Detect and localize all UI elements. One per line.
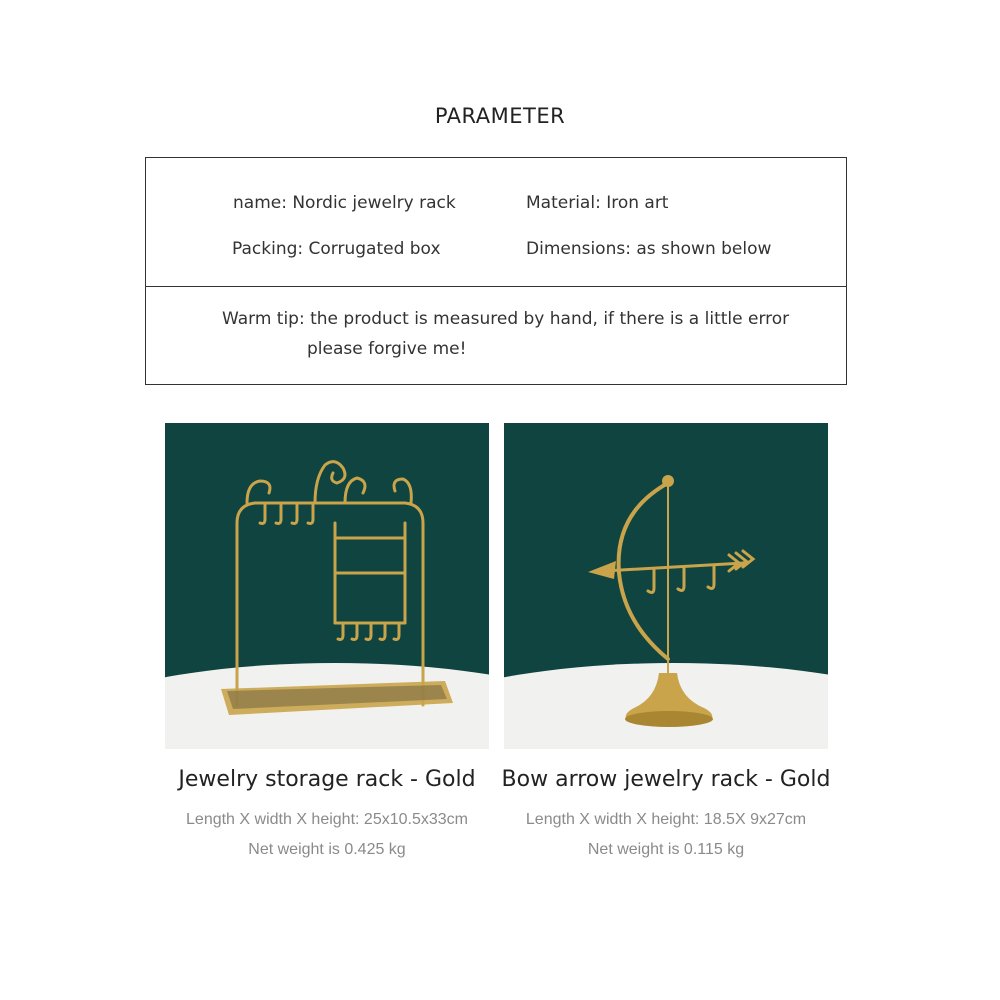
product-title-bow-arrow-rack: Bow arrow jewelry rack - Gold <box>501 767 831 792</box>
param-packing: Packing: Corrugated box <box>232 239 441 259</box>
table-divider <box>146 286 846 287</box>
warm-tip-line-1: Warm tip: the product is measured by hand, if there is a little error <box>222 309 790 329</box>
product-size-storage-rack: Length X width X height: 25x10.5x33cm <box>186 811 468 828</box>
parameter-table <box>145 157 847 385</box>
page-title: PARAMETER <box>434 104 566 128</box>
param-material: Material: Iron art <box>526 193 669 213</box>
warm-tip-line-2: please forgive me! <box>307 339 467 359</box>
product-title-storage-rack: Jewelry storage rack - Gold <box>178 767 476 792</box>
bow-arrow-rack-photo <box>504 423 828 749</box>
jewelry-storage-rack-photo <box>165 423 489 749</box>
product-weight-bow-arrow-rack: Net weight is 0.115 kg <box>587 841 745 858</box>
product-size-bow-arrow-rack: Length X width X height: 18.5X 9x27cm <box>525 811 807 828</box>
param-dimensions: Dimensions: as shown below <box>526 239 772 259</box>
product-weight-storage-rack: Net weight is 0.425 kg <box>248 841 406 858</box>
param-name: name: Nordic jewelry rack <box>233 193 456 213</box>
